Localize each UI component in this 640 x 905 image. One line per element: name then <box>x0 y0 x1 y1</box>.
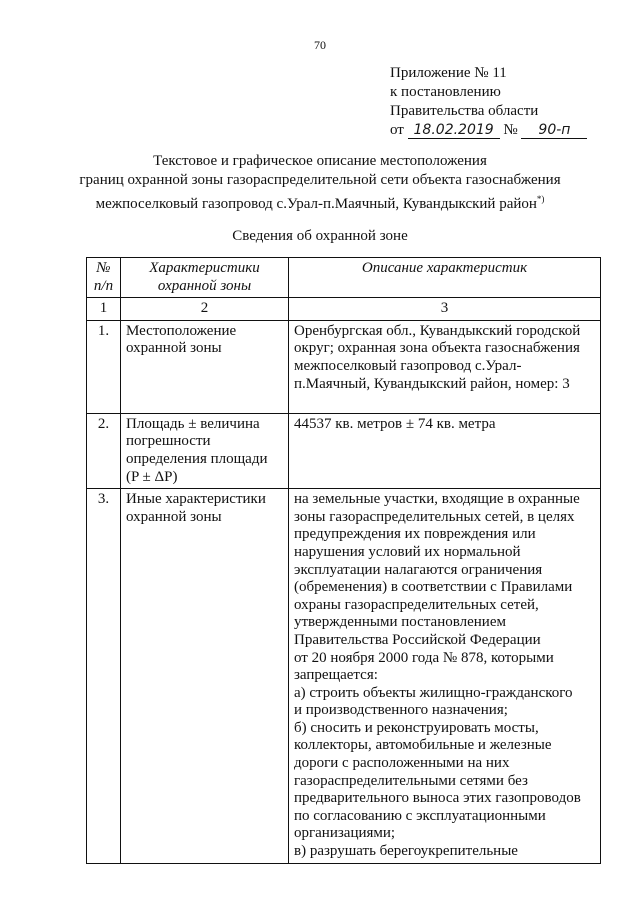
header-cell-number: № п/п <box>87 258 121 298</box>
description-line: нарушения условий их нормальной <box>294 543 521 560</box>
description-line: б) сносить и реконструировать мосты, <box>294 719 539 736</box>
header-cell-characteristic: Характеристики охранной зоны <box>121 258 289 298</box>
row-description: 44537 кв. метров ± 74 кв. метра <box>289 413 601 488</box>
column-number: 2 <box>121 298 289 321</box>
description-line: охраны газораспределительных сетей, <box>294 596 539 613</box>
table-row <box>87 413 601 488</box>
description-line: Правительства Российской Федерации <box>294 631 541 648</box>
row-characteristic: Площадь ± величина погрешности определения площади (P ± ΔP) <box>121 413 289 488</box>
description-line: а) строить объекты жилищно-гражданского <box>294 684 573 701</box>
description-line: запрещается: <box>294 667 378 684</box>
row-number: 2. <box>87 413 121 488</box>
row-number: 1. <box>87 320 121 413</box>
row-characteristic: Местоположение охранной зоны <box>121 320 289 413</box>
description-line: зоны газораспределительных сетей, в целях <box>294 508 575 525</box>
appendix-line-resolution: к постановлению <box>390 84 501 100</box>
description-line: предварительного выноса этих газопроводов <box>294 790 581 807</box>
description-line: предупреждения их повреждения или <box>294 526 536 543</box>
title-line-3 <box>0 190 640 214</box>
description-line: дороги с расположенными на них <box>294 755 510 772</box>
column-number: 3 <box>289 298 601 321</box>
date-prefix: от <box>390 122 404 138</box>
handwritten-number: 90-п <box>521 123 587 139</box>
title-line-2: границ охранной зоны газораспределительной сети объекта газоснабжения <box>79 172 561 188</box>
description-line: по согласованию с эксплуатационными <box>294 807 546 824</box>
appendix-date-line <box>390 121 587 140</box>
number-prefix: № <box>503 122 518 138</box>
description-line: коллекторы, автомобильные и железные <box>294 737 552 754</box>
section-subtitle: Сведения об охранной зоне <box>232 228 408 244</box>
description-line: утвержденными постановлением <box>294 614 506 631</box>
description-line: организациями; <box>294 825 396 842</box>
row-number: 3. <box>87 489 121 863</box>
footnote-mark: *) <box>536 194 545 204</box>
appendix-block <box>390 64 587 140</box>
appendix-line-government: Правительства области <box>390 103 539 119</box>
description-line: газораспределительными сетями без <box>294 772 528 789</box>
column-numbering-row <box>87 298 601 321</box>
header-cell-description: Описание характеристик <box>289 258 601 298</box>
description-line: (обременения) в соответствии с Правилами <box>294 579 573 596</box>
description-line: эксплуатации налагаются ограничения <box>294 561 543 578</box>
appendix-title: Приложение № 11 <box>390 65 507 81</box>
row-description-multiline <box>289 489 601 863</box>
description-line: в) разрушать берегоукрепительные <box>294 843 518 860</box>
column-number: 1 <box>87 298 121 321</box>
handwritten-date: 18.02.2019 <box>408 123 500 139</box>
description-line: от 20 ноября 2000 года № 878, которыми <box>294 649 554 666</box>
table-row <box>87 320 601 413</box>
description-line: на земельные участки, входящие в охранные <box>294 491 580 508</box>
table-header-row <box>87 258 601 298</box>
title-line-3-text: межпоселковый газопровод с.Урал-п.Маячный, Кувандыкский район <box>95 196 537 212</box>
description-line: и производственного назначения; <box>294 702 508 719</box>
protection-zone-table <box>86 257 601 864</box>
row-characteristic: Иные характеристики охранной зоны <box>121 489 289 863</box>
document-title <box>0 152 640 214</box>
page-number: 70 <box>314 38 326 52</box>
title-line-1: Текстовое и графическое описание местоположения <box>153 153 487 169</box>
row-description: Оренбургская обл., Кувандыкский городской округ; охранная зона объекта газоснабжения межпоселковый газопровод с.Урал-п.Маячный, Кувандыкский район, номер: 3 <box>289 320 601 413</box>
table-row <box>87 489 601 863</box>
